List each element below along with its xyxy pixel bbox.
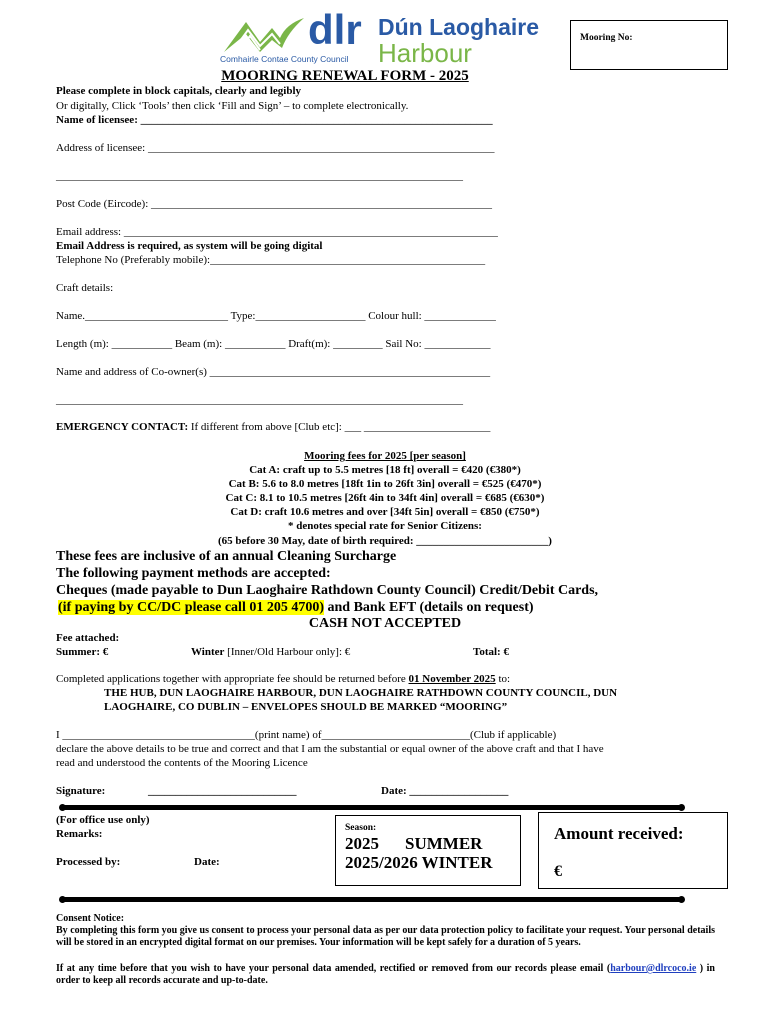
postcode-field[interactable]: Post Code (Eircode): ______________________________________________________________ [56, 198, 493, 210]
declaration-text-1: declare the above details to be true and correct and that I am the substantial or equal owner of the above craft and that I have [56, 743, 604, 755]
consent-email-link[interactable]: harbour@dlrcoco.ie [610, 963, 697, 974]
summer-fee-field[interactable]: Summer: € [56, 646, 109, 658]
coowner-field[interactable]: Name and address of Co-owner(s) ___________________________________________________ [56, 366, 491, 378]
licensee-address-field[interactable]: Address of licensee: _______________________________________________________________ [56, 142, 495, 154]
season-winter[interactable]: 2025/2026 WINTER [345, 853, 493, 872]
coowner-field-2[interactable]: __________________________________________________________________________ [56, 394, 463, 406]
season-label: Season: [345, 823, 377, 833]
telephone-field[interactable]: Telephone No (Preferably mobile):__________________________________________________ [56, 254, 486, 266]
declaration-text-2: read and understood the contents of the Mooring Licence [56, 757, 308, 769]
cash-not-accepted: CASH NOT ACCEPTED [308, 616, 462, 631]
return-deadline: 01 November 2025 [408, 673, 496, 685]
consent-text-end: ) in order to keep all records accurate and up-to-date. [56, 963, 715, 986]
fee-cat-b: Cat B: 5.6 to 8.0 metres [18ft 1in to 26ft 3in] overall = €525 (€470*) [228, 478, 542, 490]
consent-paragraph-1: By completing this form you give us consent to process your personal data as per our data protection policy to facilitate your request. Your personal details will be stored in an encrypted digital format on our premises. Your information will be kept safely for a duration of 5 years. [56, 925, 715, 948]
signature-field[interactable]: ___________________________ [148, 785, 297, 797]
fees-heading: Mooring fees for 2025 [per season] [304, 450, 466, 462]
craft-dimensions-field[interactable]: Length (m): ___________ Beam (m): ___________ Draft(m): _________ Sail No: ____________ [56, 338, 491, 350]
emergency-contact-field[interactable] [56, 421, 490, 434]
logo-harbour: Harbour [378, 38, 472, 68]
processed-by-label: Processed by: [56, 856, 121, 868]
fee-cat-d: Cat D: craft 10.6 metres and over [34ft 5in] overall = €850 (€750*) [230, 506, 540, 518]
season-summer-year: 2025 [345, 834, 379, 853]
season-summer-label: SUMMER [405, 834, 483, 853]
signature-label: Signature: [56, 785, 106, 797]
craft-details-heading: Craft details: [56, 282, 114, 294]
consent-heading: Consent Notice: [56, 913, 125, 924]
bank-eft-note: and Bank EFT (details on request) [324, 600, 534, 615]
return-address-2: LAOGHAIRE, CO DUBLIN – ENVELOPES SHOULD BE MARKED “MOORING” [104, 701, 508, 713]
emergency-contact-line: If different from above [Club etc]: ___ _______________________ [188, 421, 491, 433]
payment-methods-heading: The following payment methods are accepted: [56, 566, 331, 581]
remarks-label: Remarks: [56, 828, 103, 840]
season-summer[interactable] [345, 834, 482, 854]
email-field[interactable]: Email address: ____________________________________________________________________ [56, 226, 498, 238]
dlr-harbour-logo [220, 6, 560, 68]
email-note: Email Address is required, as system will be going digital [56, 240, 323, 252]
season-box[interactable] [335, 815, 521, 886]
payment-card-note [58, 599, 534, 616]
return-to: to: [495, 673, 511, 685]
fee-cat-c: Cat C: 8.1 to 10.5 metres [26ft 4in to 34ft 4in] overall = €685 (€630*) [225, 492, 545, 504]
logo-dun-laoghaire: Dún Laoghaire [378, 14, 540, 40]
mooring-number-label: Mooring No: [580, 33, 633, 43]
card-phone-highlight: (if paying by CC/DC please call 01 205 4700) [58, 600, 324, 615]
amount-received-label: Amount received: [554, 824, 684, 843]
return-text: Completed applications together with appropriate fee should be returned before [56, 673, 409, 685]
wave-icon [222, 14, 306, 54]
senior-dob-field[interactable]: (65 before 30 May, date of birth required: ________________________) [218, 535, 552, 547]
logo-council-name: Comhairle Contae County Council [220, 54, 349, 64]
intro-line-1: Please complete in block capitals, clearly and legibly [56, 85, 302, 97]
office-divider-bottom [62, 897, 682, 902]
mooring-number-box[interactable] [570, 20, 728, 70]
payment-methods-list: Cheques (made payable to Dun Laoghaire Rathdown County Council) Credit/Debit Cards, [56, 583, 599, 598]
office-use-heading: (For office use only) [56, 814, 150, 826]
senior-rate-note: * denotes special rate for Senior Citizens: [288, 520, 482, 532]
winter-fee-detail: [Inner/Old Harbour only]: € [224, 646, 351, 658]
licensee-name-field[interactable]: Name of licensee: ________________________________________________________________ [56, 114, 493, 126]
amount-currency: € [554, 863, 562, 880]
office-date-label: Date: [194, 856, 220, 868]
emergency-contact-label: EMERGENCY CONTACT: [56, 421, 189, 433]
form-title: MOORING RENEWAL FORM - 2025 [221, 68, 469, 84]
signature-date-field[interactable]: Date: __________________ [381, 785, 509, 797]
return-instructions [56, 673, 510, 686]
craft-name-type-colour-field[interactable]: Name.__________________________ Type:____________________ Colour hull: _____________ [56, 310, 496, 322]
payment-surcharge-note: These fees are inclusive of an annual Cleaning Surcharge [56, 549, 397, 564]
fee-cat-a: Cat A: craft up to 5.5 metres [18 ft] overall = €420 (€380*) [249, 464, 521, 476]
total-fee-field[interactable]: Total: € [473, 646, 509, 658]
office-divider-top [62, 805, 682, 810]
winter-fee-label: Winter [191, 646, 225, 658]
consent-paragraph-2 [56, 963, 715, 987]
return-address-1: THE HUB, DUN LAOGHAIRE HARBOUR, DUN LAOGHAIRE RATHDOWN COUNTY COUNCIL, DUN [104, 687, 618, 699]
consent-text: If at any time before that you wish to have your personal data amended, rectified or removed from our records please email ( [56, 963, 611, 974]
fee-attached-label: Fee attached: [56, 632, 120, 644]
intro-line-2: Or digitally, Click ‘Tools’ then click ‘Fill and Sign’ – to complete electronically. [56, 100, 409, 112]
licensee-address-field-2[interactable]: __________________________________________________________________________ [56, 170, 463, 182]
logo-wordmark: dlr [308, 6, 362, 53]
amount-received-box[interactable] [538, 812, 728, 889]
declaration-name-field[interactable]: I ___________________________________(print name) of___________________________(Club if applicable) [56, 729, 557, 741]
winter-fee-field[interactable] [191, 646, 350, 659]
